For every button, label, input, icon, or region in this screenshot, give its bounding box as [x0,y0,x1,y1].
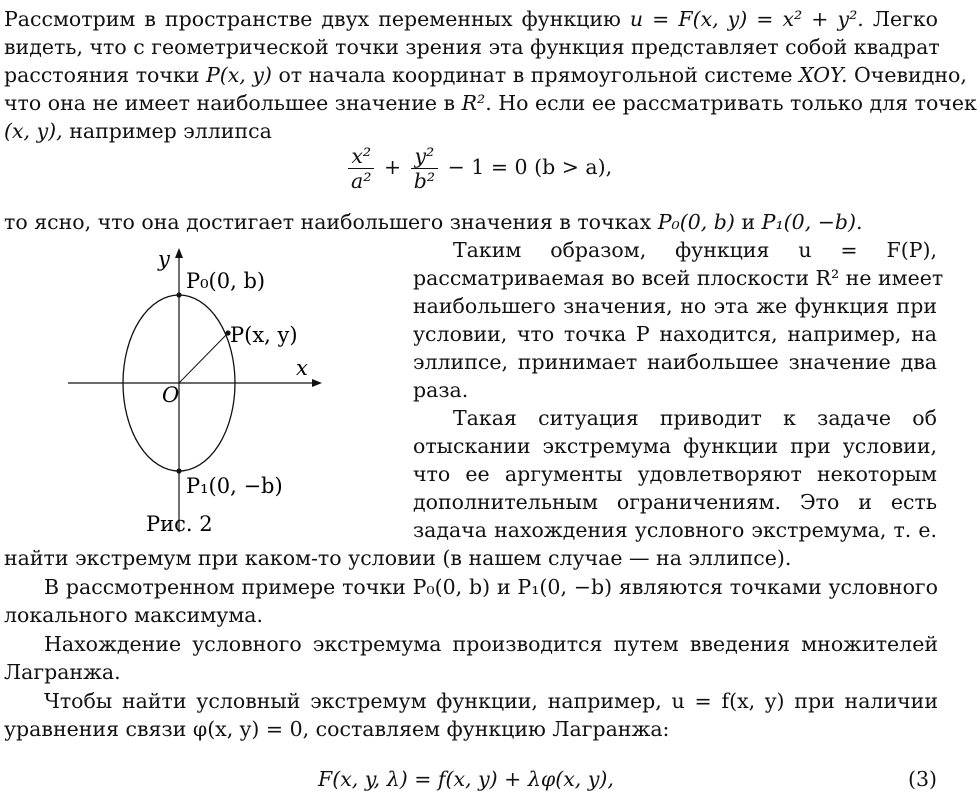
math-inline: (x, y), [4,119,63,143]
y-axis-label: y [158,247,170,271]
text-line: найти экстремум при каком-то условии (в нашем случае — на эллипсе). [4,546,792,570]
origin-label: O [162,383,180,407]
radius-line [179,333,228,383]
math-inline: P(x, y) [205,63,272,87]
text-line: Нахождение условного экстремума производится путем введения множителей [44,632,938,656]
figure-caption: Рис. 2 [146,512,213,536]
y-axis-arrow [175,248,183,258]
equation-number: (3) [907,767,937,791]
point-p0 [176,292,181,297]
text-line: Таким образом, функция u = F(P), [453,238,937,262]
ellipse-equation: $\frac{\text{x²}}{\text{a²}}$ + $\frac{\text{y²}}{\text{b²}}$ − 1 = 0 (b > a), [345,144,612,193]
text-line: что она не имеет наибольшее значение в R². Но если ее рассматривать только для точек [4,91,977,115]
fraction: $\frac{\text{x²}}{\text{a²}}$ [348,144,374,193]
math-inline: XOY. [799,63,848,87]
p1-label: P₁(0, −b) [186,474,283,498]
text-line: раза. [413,378,469,402]
text-line: видеть, что с геометрической точки зрения эта функция представляет собой квадрат [4,35,940,59]
point-p1 [176,468,181,473]
text-line: наибольшего значения, но эта же функция при [413,294,937,318]
fraction: $\frac{\text{y²}}{\text{b²}}$ [411,144,438,193]
text-line: то ясно, что она достигает наибольшего значения в точках P₀(0, b) и P₁(0, −b). [4,210,863,234]
text-line: Лагранжа. [4,660,121,684]
text-line: локального максимума. [4,603,264,627]
text-line: что ее аргументы удовлетворяют некоторым [413,462,937,486]
text-line: расстояния точки P(x, y) от начала координат в прямоугольной системе XOY. Очевидно, [4,63,967,87]
lagrange-formula: F(x, y, λ) = f(x, y) + λφ(x, y), [318,767,614,791]
p-label: P(x, y) [230,323,298,347]
text-line: рассматриваемая во всей плоскости R² не имеет [413,266,944,290]
text-line: Чтобы найти условный экстремум функции, например, u = f(x, y) при наличии [44,689,938,713]
text-line: В рассмотренном примере точки P₀(0, b) и P₁(0, −b) являются точками условного [44,575,938,599]
text-line: задача нахождения условного экстремума, т. е. [413,518,937,542]
text-line: отыскании экстремума функции при условии, [413,434,937,458]
math-inline: u = F(x, y) = x² + y². [629,7,864,31]
text-line: условии, что точка P находится, например, на [413,322,937,346]
math-inline: R² [461,91,486,115]
ellipse-figure [50,236,410,546]
text-line: уравнения связи φ(x, y) = 0, составляем функцию Лагранжа: [4,717,670,741]
x-axis-arrow [312,379,322,387]
text-line: эллипсе, принимает наибольшее значение два [413,350,937,374]
text-line: дополнительным ограничениям. Это и есть [413,490,937,514]
text-line: Рассмотрим в пространстве двух переменных функцию u = F(x, y) = x² + y². Легко [4,7,938,31]
text-line: Такая ситуация приводит к задаче об [453,406,937,430]
x-axis-label: x [296,356,308,380]
text-line: (x, y), например эллипса [4,119,272,143]
p0-label: P₀(0, b) [186,269,266,293]
